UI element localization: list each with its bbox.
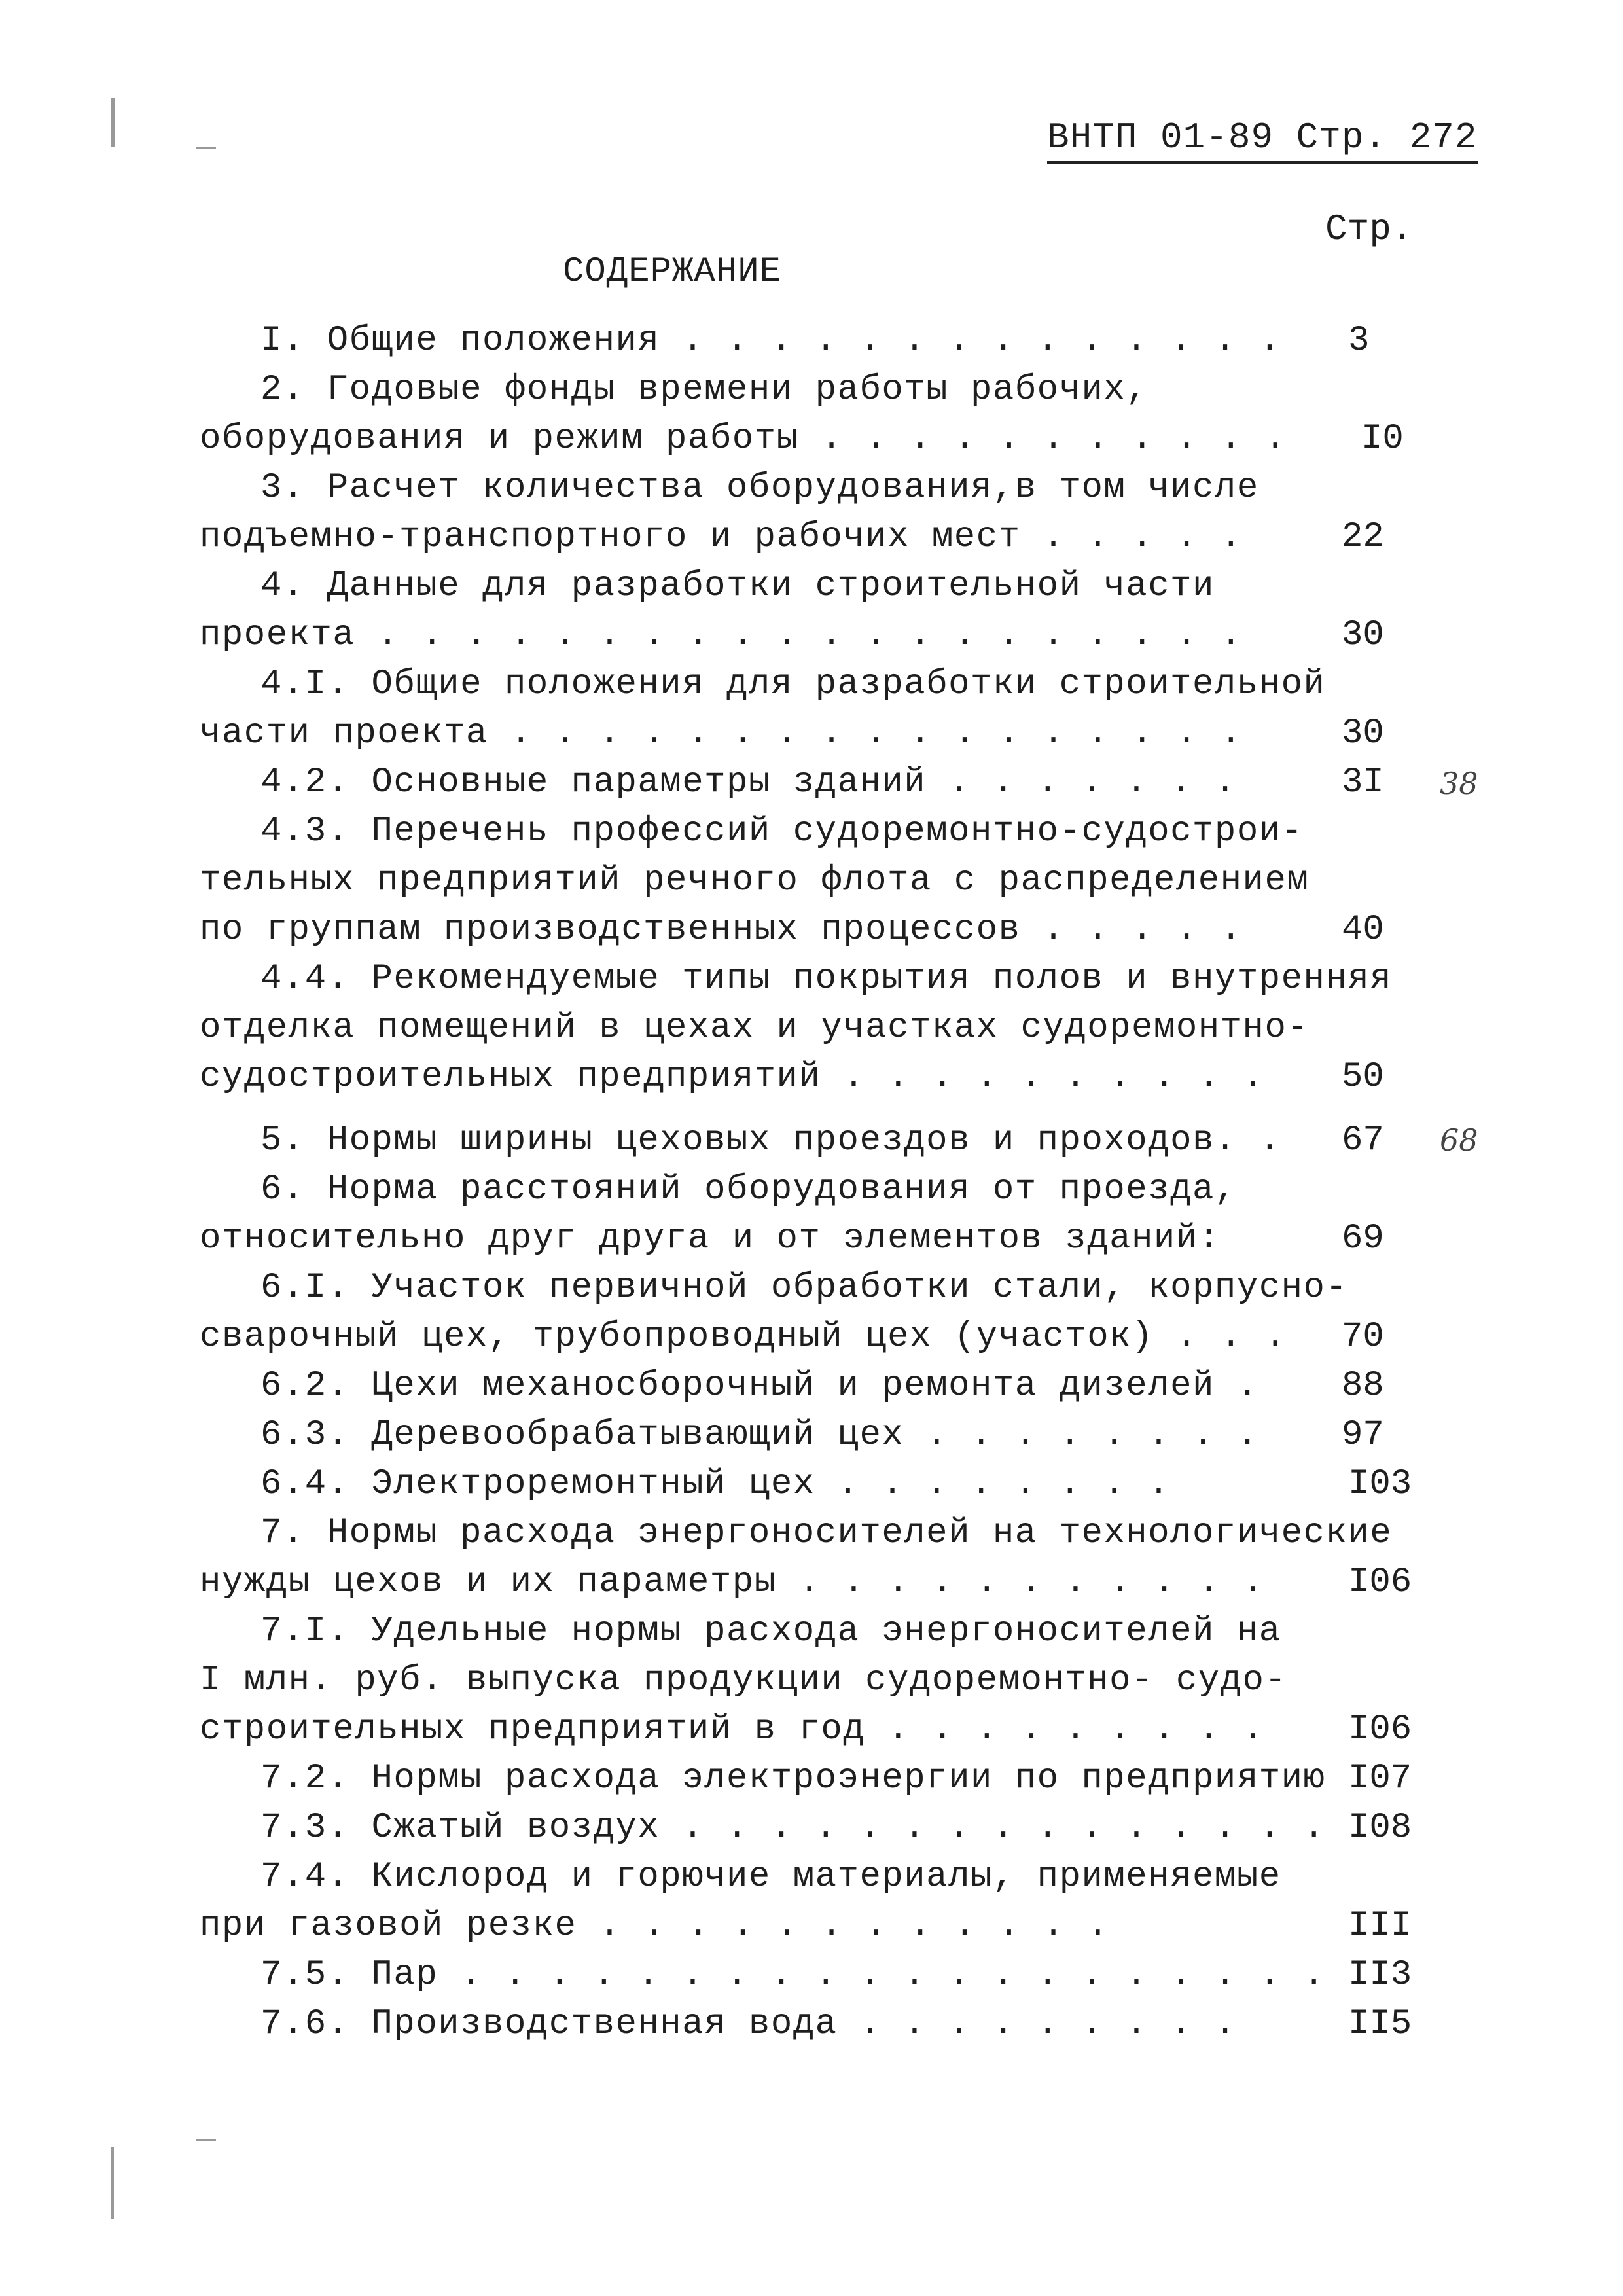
toc-page-number: 50: [1342, 1057, 1384, 1097]
toc-line: 4.I. Общие положения для разработки строительной: [260, 664, 1326, 704]
toc-line: I млн. руб. выпуска продукции судоремонтно- судо-: [200, 1660, 1287, 1700]
toc-line: тельных предприятий речного флота с распределением: [200, 861, 1310, 901]
toc-line: 3. Расчет количества оборудования,в том числе: [260, 468, 1259, 508]
toc-page-number: 88: [1342, 1366, 1384, 1406]
toc-line: 4.4. Рекомендуемые типы покрытия полов и внутренняя: [260, 959, 1393, 999]
toc-page-number: 70: [1342, 1317, 1384, 1357]
handwritten-note: 38: [1440, 766, 1478, 801]
toc-page-number: 30: [1342, 713, 1384, 753]
toc-line: 7.5. Пар . . . . . . . . . . . . . . . . . . . .: [260, 1955, 1326, 1995]
scan-edge-mark-top: [111, 98, 115, 147]
toc-page-number: 97: [1342, 1415, 1384, 1455]
toc-line: 7.2. Нормы расхода электроэнергии по предприятию: [260, 1759, 1326, 1799]
toc-page-number: I03: [1348, 1464, 1412, 1504]
toc-line: по группам производственных процессов . . . . .: [200, 910, 1243, 950]
toc-line: 7. Нормы расхода энергоносителей на технологические: [260, 1513, 1393, 1553]
toc-line: 6.2. Цехи механосборочный и ремонта дизелей .: [260, 1366, 1259, 1406]
toc-line: 6.I. Участок первичной обработки стали, корпусно-: [260, 1268, 1348, 1308]
toc-page-number: I06: [1348, 1562, 1412, 1602]
toc-line: I. Общие положения . . . . . . . . . . . . . .: [260, 321, 1281, 361]
toc-line: 7.6. Производственная вода . . . . . . . . .: [260, 2004, 1237, 2044]
toc-line: 6. Норма расстояний оборудования от проезда,: [260, 1170, 1237, 1210]
toc-line: 7.4. Кислород и горючие материалы, применяемые: [260, 1857, 1281, 1897]
toc-line: сварочный цех, трубопроводный цех (участок) . . .: [200, 1317, 1287, 1357]
toc-line: относительно друг друга и от элементов зданий:: [200, 1219, 1221, 1259]
scan-edge-mark-bottom: [111, 2147, 114, 2219]
toc-page-number: I0: [1361, 419, 1404, 459]
toc-line: проекта . . . . . . . . . . . . . . . . . . . .: [200, 615, 1243, 655]
toc-page-number: I07: [1348, 1759, 1412, 1799]
toc-line: нужды цехов и их параметры . . . . . . . . . . .: [200, 1562, 1265, 1602]
toc-page-number: II5: [1348, 2004, 1412, 2044]
toc-line: 7.I. Удельные нормы расхода энергоносителей на: [260, 1611, 1281, 1651]
toc-line: 4.3. Перечень профессий судоремонтно-судострои-: [260, 812, 1304, 852]
toc-line: 4.2. Основные параметры зданий . . . . . . .: [260, 762, 1237, 802]
toc-line: подъемно-транспортного и рабочих мест . . . . .: [200, 517, 1243, 557]
toc-page-number: 3: [1348, 321, 1370, 361]
scan-dash-top: [196, 147, 216, 149]
toc-line: отделка помещений в цехах и участках судоремонтно-: [200, 1008, 1310, 1048]
scan-dash-bottom: [196, 2139, 216, 2141]
toc-line: оборудования и режим работы . . . . . . . . . . .: [200, 419, 1287, 459]
toc-line: при газовой резке . . . . . . . . . . . .: [200, 1906, 1110, 1946]
toc-line: судостроительных предприятий . . . . . . . . . .: [200, 1057, 1265, 1097]
toc-page-number: I06: [1348, 1710, 1412, 1749]
handwritten-note: 68: [1440, 1122, 1478, 1158]
toc-page-number: 40: [1342, 910, 1384, 950]
toc-page-number: II3: [1348, 1955, 1412, 1995]
toc-line: 6.4. Электроремонтный цех . . . . . . . .: [260, 1464, 1171, 1504]
toc-line: 6.3. Деревообрабатывающий цех . . . . . . . .: [260, 1415, 1259, 1455]
toc-page-number: 3I: [1342, 762, 1384, 802]
toc-page-number: 30: [1342, 615, 1384, 655]
toc-line: строительных предприятий в год . . . . . . . . .: [200, 1710, 1265, 1749]
toc-page-number: I08: [1348, 1808, 1412, 1848]
toc-page-number: III: [1348, 1906, 1412, 1946]
toc-line: 7.3. Сжатый воздух . . . . . . . . . . . . . . .: [260, 1808, 1326, 1848]
toc-line: 5. Нормы ширины цеховых проездов и проходов. .: [260, 1121, 1281, 1160]
document-reference-header: ВНТП 01-89 Стр. 272: [1047, 117, 1478, 164]
toc-page-number: 67: [1342, 1121, 1384, 1160]
page-column-label: Стр.: [1325, 208, 1414, 250]
toc-line: 4. Данные для разработки строительной части: [260, 566, 1215, 606]
toc-page-number: 69: [1342, 1219, 1384, 1259]
toc-line: 2. Годовые фонды времени работы рабочих,: [260, 370, 1149, 410]
toc-line: части проекта . . . . . . . . . . . . . . . . .: [200, 713, 1243, 753]
toc-page-number: 22: [1342, 517, 1384, 557]
toc-title: СОДЕРЖАНИЕ: [563, 252, 782, 292]
